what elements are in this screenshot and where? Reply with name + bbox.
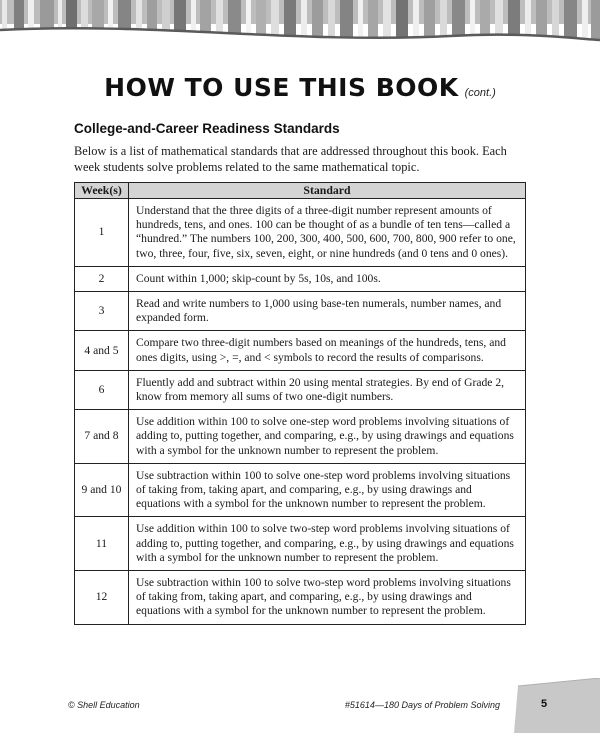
week-cell: 11: [75, 517, 129, 571]
week-cell: 4 and 5: [75, 331, 129, 370]
week-cell: 6: [75, 370, 129, 409]
standard-cell: Fluently add and subtract within 20 using mental strategies. By end of Grade 2, know from memory all sums of two one-digit numbers.: [129, 370, 526, 409]
week-cell: 3: [75, 292, 129, 331]
week-column-header: Week(s): [75, 183, 129, 199]
page-number: 5: [540, 698, 548, 710]
standards-table: [74, 182, 526, 625]
standard-cell: Understand that the three digits of a three-digit number represent amounts of hundreds, tens, and ones. 100 can be thought of as a bundle of ten tens—called a “hundred.” The numbers 100, 200, 300, 400, 500, 600, 700, 800, 900 refer to one, two, three, four, five, six, seven, eight, or nine hundreds (and 0 tens and 0 ones).: [129, 199, 526, 267]
table-row: [75, 331, 526, 370]
intro-paragraph: Below is a list of mathematical standards that are addressed throughout this book. Each week students solve problems related to the same mathematical topic.: [74, 144, 507, 174]
table-row: [75, 463, 526, 517]
table-row: [75, 571, 526, 625]
footer-book-reference: #51614—180 Days of Problem Solving: [344, 700, 500, 710]
standard-column-header: Standard: [129, 183, 526, 199]
standard-cell: Use subtraction within 100 to solve two-step word problems involving situations of taking from, taking apart, and comparing, e.g., by using drawings and equations with a symbol for the unknown number to represent the problem.: [129, 571, 526, 625]
header-banner: [0, 0, 600, 60]
page-title: HOW TO USE THIS BOOK: [104, 73, 459, 102]
table-row: [75, 266, 526, 291]
week-cell: 9 and 10: [75, 463, 129, 517]
page-title-suffix: (cont.): [464, 87, 496, 99]
table-row: [75, 517, 526, 571]
table-header-row: [75, 183, 526, 199]
footer-copyright: © Shell Education: [68, 700, 140, 710]
section-heading: College-and-Career Readiness Standards: [74, 121, 340, 136]
table-row: [75, 199, 526, 267]
standard-cell: Use addition within 100 to solve two-step word problems involving situations of adding to, putting together, and comparing, e.g., by using drawings and equations with a symbol for the unknown number to represent the problem.: [129, 517, 526, 571]
standard-cell: Use subtraction within 100 to solve one-step word problems involving situations of taking from, taking apart, and comparing, e.g., by using drawings and equations with a symbol for the unknown number to represent the problem.: [129, 463, 526, 517]
standard-cell: Compare two three-digit numbers based on meanings of the hundreds, tens, and ones digits, using >, =, and < symbols to record the results of comparisons.: [129, 331, 526, 370]
table-row: [75, 410, 526, 464]
standard-cell: Count within 1,000; skip-count by 5s, 10s, and 100s.: [129, 266, 526, 291]
week-cell: 1: [75, 199, 129, 267]
week-cell: 2: [75, 266, 129, 291]
week-cell: 12: [75, 571, 129, 625]
table-row: [75, 370, 526, 409]
table-row: [75, 292, 526, 331]
standard-cell: Use addition within 100 to solve one-step word problems involving situations of adding to, putting together, and comparing, e.g., by using drawings and equations with a symbol for the unknown number to represent the problem.: [129, 410, 526, 464]
page-title-block: [0, 73, 600, 102]
week-cell: 7 and 8: [75, 410, 129, 464]
standard-cell: Read and write numbers to 1,000 using base-ten numerals, number names, and expanded form.: [129, 292, 526, 331]
